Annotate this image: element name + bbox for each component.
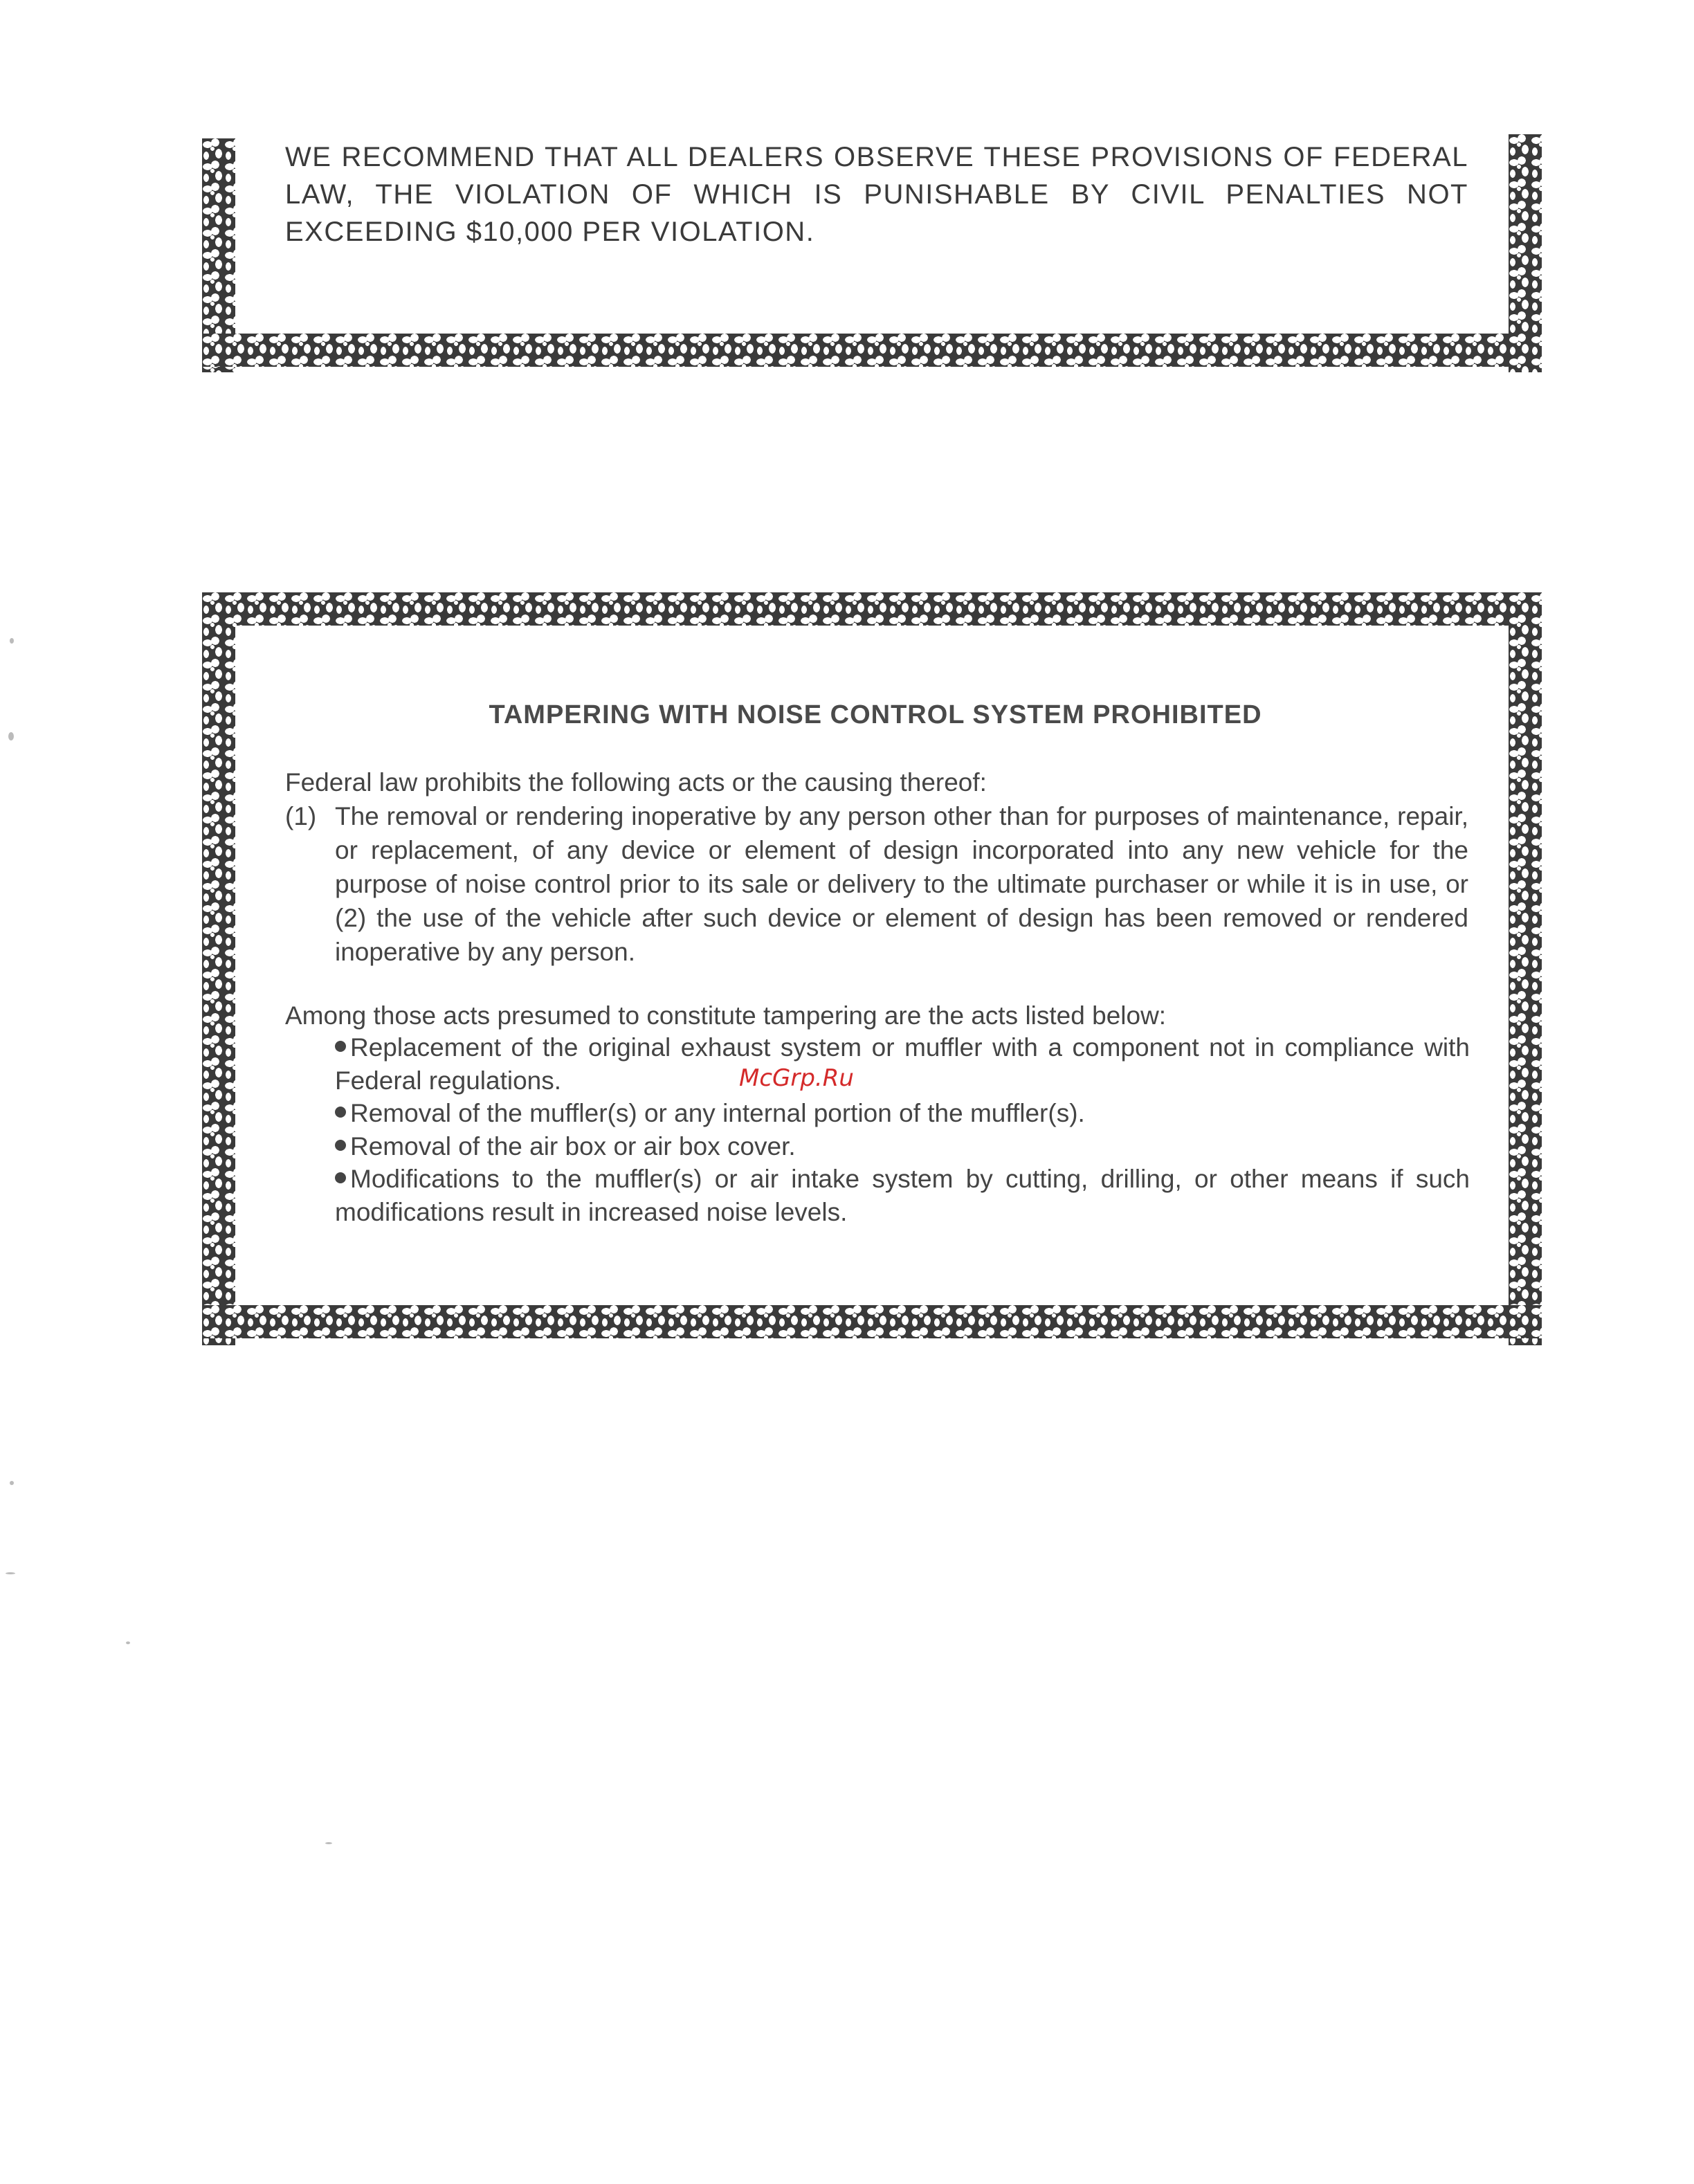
acts-intro: Among those acts presumed to constitute tampering are the acts listed below: <box>285 1001 1167 1030</box>
notice-border-bottom <box>202 334 1542 367</box>
scan-speck <box>6 1572 15 1574</box>
act-text: Removal of the air box or air box cover. <box>350 1131 796 1161</box>
list-item <box>335 1130 1470 1163</box>
act-text: Modifications to the muffler(s) or air intake system by cutting, drilling, or other means if such modifications result in increased noise levels. <box>335 1165 1470 1226</box>
bullet-icon <box>335 1172 346 1183</box>
tampering-border-bottom <box>202 1305 1542 1338</box>
list-item <box>335 1097 1470 1130</box>
tampering-border-top <box>202 592 1542 626</box>
scan-speck <box>126 1641 130 1644</box>
scan-speck <box>8 732 14 740</box>
dealer-notice-text: WE RECOMMEND THAT ALL DEALERS OBSERVE THESE PROVISIONS OF FEDERAL LAW, THE VIOLATION OF WHICH IS PUNISHABLE BY CIVIL PENALTIES NOT EXCEEDING $10,000 PER VIOLATION. <box>285 142 1468 247</box>
list-item <box>335 1031 1470 1097</box>
federal-law-intro: Federal law prohibits the following acts or the causing thereof: <box>285 768 987 797</box>
scan-speck <box>10 1481 14 1485</box>
bullet-icon <box>335 1041 346 1052</box>
tampering-acts-list <box>335 1031 1470 1228</box>
act-text: Removal of the muffler(s) or any internal portion of the muffler(s). <box>350 1099 1085 1127</box>
scan-speck <box>10 638 14 644</box>
tampering-title: TAMPERING WITH NOISE CONTROL SYSTEM PROHIBITED <box>489 700 1262 729</box>
act-text: Replacement of the original exhaust system or muffler with a component not in compliance with Federal regulations. <box>335 1033 1470 1095</box>
bullet-icon <box>335 1140 346 1151</box>
watermark: McGrp.Ru <box>739 1064 854 1092</box>
scan-speck <box>325 1842 332 1844</box>
bullet-icon <box>335 1107 346 1118</box>
item-text: The removal or rendering inoperative by any person other than for purposes of maintenance, repair, or replacement, of any device or element of design incorporated into any new vehicle for the purpose of noise control prior to its sale or delivery to the ultimate purchaser or while it is in use, or (2) the use of the vehicle after such device or element of design has been removed or rendered inoperative by any person. <box>335 802 1468 966</box>
item-number: (1) <box>285 802 317 830</box>
list-item <box>335 1163 1470 1228</box>
prohibited-act-item <box>285 799 1468 969</box>
